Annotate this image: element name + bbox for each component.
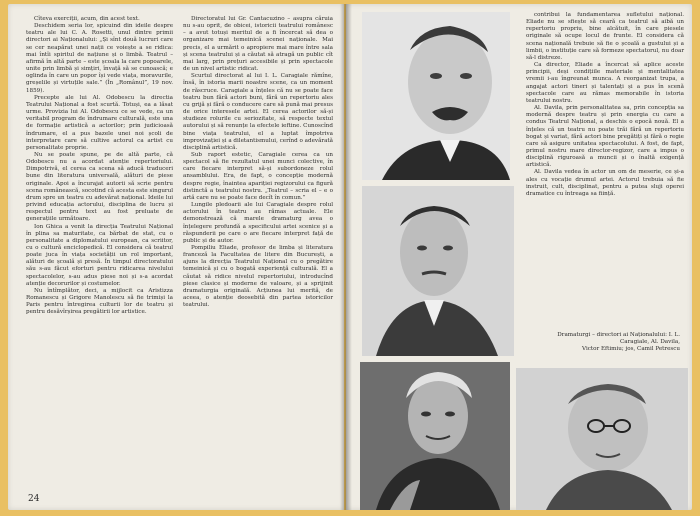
- portrait-photo-eftimiu: [360, 362, 510, 510]
- paragraph: Pompiliu Eliade, profesor de limba și literatura franceză la Facultatea de litere din București, a ajuns la direcția Teatrului Național cu o pregătire temeinică și cu o bogată experiență culturală. El a căutat să ridice nivelul repertoriului, introducînd piese clasice și moderne de valoare, și a sprijinit dramaturgia originală. Acțiunea lui merită, de aceea, o atenție deosebită din partea istoricilor teatrului.: [183, 245, 333, 309]
- left-page-column-1: [26, 16, 173, 496]
- paragraph: Cîteva exerciții, acum, din acest text.: [34, 16, 140, 22]
- caption-line: Victor Eftimiu; jos, Camil Petrescu: [582, 346, 680, 353]
- left-page-column-2: [183, 16, 333, 506]
- paragraph: Scurtul directorat al lui I. L. Caragiale rămîne, însă, în istoria marii noastre scene, ca un moment de răscruce. Caragiale a înțeles că nu se poate face teatru bun fără actori buni, fără un repertoriu ales cu grijă și fără o conducere care să pună mai presus de orice interesele artei. El cerea actorilor să-și studieze rolurile cu seriozitate, să respecte textul autorului și să renunțe la efectele ieftine. Cunoscînd bine viața teatrului, el a luptat împotriva improvizației și a diletantismului, cerînd o adevărată disciplină artistică.: [183, 73, 333, 151]
- paragraph: Deschidem seria lor, spicuind din ideile despre teatru ale lui C. A. Rosetti, unul dintre primii directori ai Naționalului: „Și sînt două lucruri care se cer neapărat unei nații ce voiește a se ridica: mai întîi spiritul de națiune și o limbă. Teatrul – afirmă în altă parte – este școala la care popoarele, unite prin limbă și simțiri, învață să se cunoască; e oglinda în care un popor își vede viața, moravurile, greșelile și virtuțile sale.” (În „Românul”, 19 nov. 1859).: [26, 23, 173, 94]
- paragraph: Ion Ghica a venit la direcția Teatrului Național în plina sa maturitate, ca bărbat de stat, cu o personalitate a diplomatului european, ca scriitor, cu o cultură enciclopedică. El considera că teatrul poate juca în viața societății un rol important, alături de școală și presă. În timpul directoratului său s-au făcut eforturi pentru ridicarea nivelului spectacolelor, s-au adus piese noi și s-a acordat atenție decorurilor și costumelor.: [26, 223, 173, 287]
- paragraph: Al. Davila, prin personalitatea sa, prin concepția sa modernă despre teatru și prin energia cu care a condus Teatrul Național, a deschis o epocă nouă. El a înțeles că un teatru nu poate trăi fără un repertoriu bogat și variat, fără actori bine pregătiți și fără o regie care să asigure unitatea spectacolului. A fost, de fapt, primul nostru mare director-regizor, care a impus o disciplină riguroasă a muncii și o înaltă exigență artistică.: [526, 105, 684, 169]
- paragraph: Lungile pledoarii ale lui Caragiale despre rolul actorului în teatru au rămas actuale. Ele demonstrează că marele dramaturg avea o înțelegere profundă a specificului artei scenice și a răspunderii pe care o are fiecare interpret față de public și de autor.: [183, 202, 333, 244]
- book-gutter: [340, 4, 352, 510]
- caption-line: Dramaturgi – directori ai Naționalului: I. L. Caragiale, Al. Davila,: [557, 332, 680, 346]
- photo-caption: [532, 332, 680, 354]
- portrait-photo-davila: [362, 186, 514, 356]
- paragraph: Nu întîmplător, deci, a mijlocit ca Aristizza Romanescu și Grigore Manolescu să fie trimiși la Paris pentru întregirea culturii lor de teatru și pentru desăvîrșirea pregătirii lor artistice.: [26, 287, 173, 316]
- right-page-column: [526, 12, 684, 484]
- paragraph: Sub raport estetic, Caragiale cerea ca un spectacol să fie rezultatul unei munci colective, în care fiecare interpret să-și subordoneze rolul ansamblului. Era, de fapt, o concepție modernă despre regie, înaintea apariției regizorului ca figură distinctă a teatrului nostru. „Teatrul – scria el – e o artă care nu se poate face decît în comun.”: [183, 151, 333, 201]
- paragraph: Precepte ale lui Al. Odobescu la directia Teatrului Național a fost scurtă. Totuși, ea a lăsat urme. Provizia lui Al. Odobescu ce se vede, ca un veritabil program de îndrumare culturală, este una de formație artistică a actorilor; prin judicioasă îndrumare, el a pus bazele unei noi școli de interpretare care să cultive actorul ca artist cu personalitate proprie.: [26, 94, 173, 151]
- portrait-photo-caragiale: [362, 12, 510, 180]
- paragraph: contribui la fundamentarea sufletului național. Eliade nu se sfiește să ceară ca teatrul să aibă un repertoriu propriu, bine alcătuit, în care piesele originale să ocupe locul de frunte. El considera că scena națională trebuie să fie o școală a gustului și a limbii, o instituție care să formeze spectatorul, nu doar să-l distreze.: [526, 12, 684, 61]
- paragraph: Al. Davila vedea în actor un om de meserie, ce și-a ales cu vocație drumul artei. Actorul trebuia să fie instruit, cult, disciplinat, pentru a putea sluji operei dramatice cu întreaga sa ființă.: [526, 169, 684, 197]
- paragraph: Ca director, Eliade a încercat să aplice aceste principii, deși condițiile materiale și mentalitatea vremii i-au îngreunat munca. A reorganizat trupa, a angajat actori tineri și talentați și a pus în scenă spectacole care au rămas memorabile în istoria teatrului nostru.: [526, 62, 684, 104]
- page-number: 24: [28, 494, 40, 504]
- right-page: [346, 4, 692, 510]
- paragraph: Directoratul lui Gr. Cantacuzino – asupra căruia nu s-au oprit, de obicei, istoricii teatrului românesc – a avut totuși meritul de a fi încercat să dea o organizare mai temeinică scenei naționale. Mai precis, el a urmărit o apropiere mai mare între sala și scena teatrului și a căutat să atragă un public cît mai larg, prin prețuri accesibile și prin spectacole de un nivel artistic ridicat.: [183, 16, 333, 73]
- left-page: [8, 4, 344, 510]
- paragraph: Nu se poate spune, pe de altă parte, că Odobescu nu a acordat atenție repertoriului. Dimpotrivă, el cerea ca scena să aducă traduceri bune din literatura universală, alături de piese originale. Apoi a încurajat autorii să scrie pentru scena românească, socotind că acesta este singurul drum spre un teatru cu adevărat național. Ideile lui privind educația actorului, disciplina de lucru și respectul pentru text au fost preluate de generațiile următoare.: [26, 151, 173, 223]
